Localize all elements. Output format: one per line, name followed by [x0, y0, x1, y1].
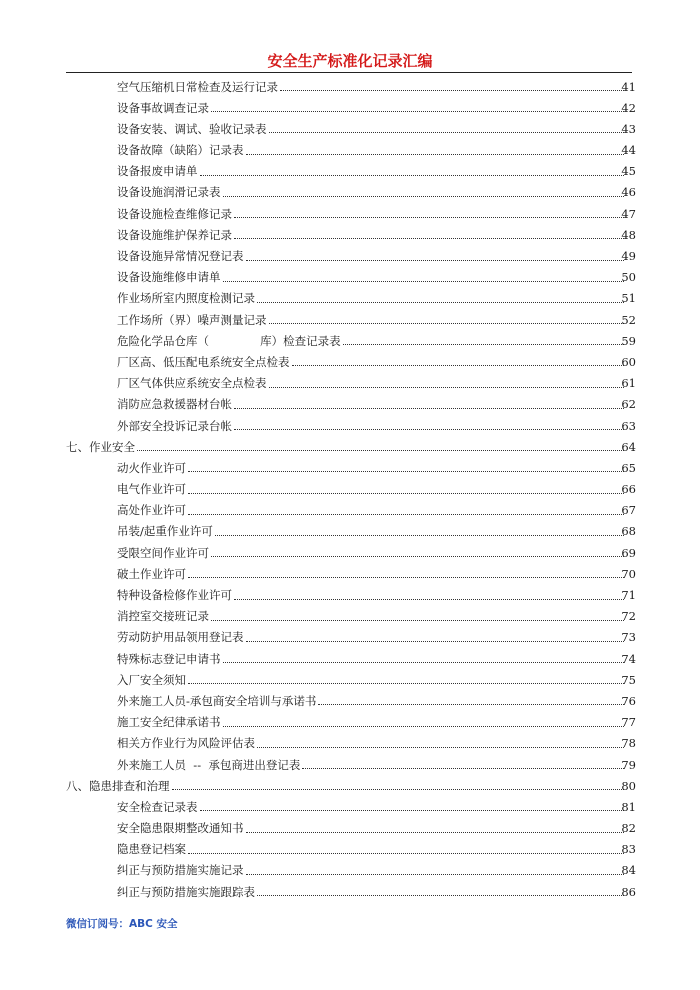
dot-leader	[234, 408, 624, 409]
dot-leader	[269, 387, 625, 388]
dot-leader	[269, 323, 625, 324]
toc-entry-leader	[117, 733, 624, 754]
toc-page-number: 41	[621, 79, 636, 94]
dot-leader	[302, 768, 624, 769]
toc-entry[interactable]	[0, 224, 700, 245]
toc-page-number: 81	[621, 799, 636, 814]
toc-page-number: 73	[621, 630, 636, 645]
toc-page-number: 64	[621, 439, 636, 454]
toc-entry-title: 七、作业安全	[66, 439, 135, 454]
dot-leader	[172, 789, 625, 790]
toc-entry-title: 吊装/起重作业许可	[117, 524, 213, 539]
toc-entry[interactable]	[0, 309, 700, 330]
toc-entry-leader	[117, 648, 624, 669]
toc-page-number: 71	[621, 588, 636, 602]
toc-entry-title: 设备设施异常情况登记表	[117, 249, 244, 263]
dot-leader	[188, 471, 624, 472]
toc-entry-leader	[117, 542, 624, 563]
toc-page-number: 80	[621, 778, 636, 793]
toc-entry[interactable]	[0, 500, 700, 521]
toc-page-number: 79	[621, 757, 636, 772]
dot-leader	[246, 832, 625, 833]
toc-entry-leader	[117, 839, 624, 860]
toc-entry-leader	[117, 373, 624, 394]
toc-entry[interactable]	[0, 521, 700, 542]
dot-leader	[257, 747, 624, 748]
toc-entry-title: 受限空间作业许可	[117, 545, 209, 560]
toc-entry-leader	[117, 669, 624, 690]
toc-page-number: 86	[621, 884, 636, 899]
toc-entry-title: 安全隐患限期整改通知书	[117, 821, 244, 836]
toc-entry-leader	[117, 818, 624, 839]
toc-entry-title: 危险化学品仓库（ 库）检查记录表	[117, 333, 341, 348]
toc-entry[interactable]	[0, 76, 700, 97]
toc-entry-title: 入厂安全须知	[117, 672, 186, 687]
toc-page-number: 83	[621, 842, 636, 857]
toc-entry-title: 特殊标志登记申请书	[117, 651, 221, 666]
dot-leader	[188, 514, 624, 515]
toc-page-number: 43	[621, 121, 636, 136]
toc-entry-leader	[66, 775, 624, 796]
dot-leader	[223, 662, 625, 663]
toc-entry-leader	[117, 563, 624, 584]
toc-entry[interactable]	[0, 648, 700, 669]
toc-entry[interactable]	[0, 881, 700, 902]
toc-entry-title: 工作场所（界）噪声测量记录	[117, 312, 267, 327]
toc-entry[interactable]	[0, 796, 700, 817]
dot-leader	[211, 620, 624, 621]
toc-entry-leader	[117, 288, 624, 309]
toc-entry-leader	[117, 881, 624, 902]
dot-leader	[215, 535, 624, 536]
toc-entry-title: 设备设施检查维修记录	[117, 206, 232, 221]
dot-leader	[223, 281, 625, 282]
dot-leader	[234, 238, 624, 239]
toc-page-number: 68	[621, 524, 636, 539]
toc-page-number: 76	[621, 693, 636, 708]
toc-entry-leader	[117, 182, 624, 203]
toc-section-heading[interactable]	[0, 436, 700, 457]
toc-entry[interactable]	[0, 563, 700, 584]
toc-page-number: 69	[621, 545, 636, 560]
toc-entry-leader	[117, 309, 624, 330]
toc-entry-leader	[117, 267, 624, 288]
toc-entry-leader	[117, 690, 624, 711]
toc-entry[interactable]	[0, 606, 700, 627]
toc-entry-leader	[117, 140, 624, 161]
toc-page-number: 74	[621, 651, 636, 666]
toc-entry-leader	[117, 351, 624, 372]
toc-entry-title: 设备安装、调试、验收记录表	[117, 121, 267, 136]
toc-entry-title: 破土作业许可	[117, 566, 186, 581]
dot-leader	[200, 175, 625, 176]
toc-entry[interactable]	[0, 182, 700, 203]
toc-entry-title: 特种设备检修作业许可	[117, 588, 232, 602]
dot-leader	[246, 260, 625, 261]
toc-page-number: 70	[621, 566, 636, 581]
toc-entry-leader	[117, 860, 624, 881]
toc-page-number: 45	[621, 164, 636, 179]
dot-leader	[223, 196, 625, 197]
toc-page-number: 84	[621, 863, 636, 878]
toc-page-number: 66	[621, 482, 636, 497]
toc-page-number: 77	[621, 715, 636, 730]
toc-entry[interactable]	[0, 627, 700, 648]
dot-leader	[269, 132, 625, 133]
toc-entry-title: 外来施工人员 -- 承包商进出登记表	[117, 757, 301, 772]
toc-page-number: 50	[621, 270, 636, 285]
toc-entry-title: 消控室交接班记录	[117, 609, 209, 624]
dot-leader	[188, 853, 624, 854]
toc-entry-title: 八、隐患排查和治理	[66, 778, 170, 793]
toc-entry-title: 设备报废申请单	[117, 164, 198, 179]
toc-entry-title: 作业场所室内照度检测记录	[117, 291, 255, 306]
toc-entry[interactable]	[0, 394, 700, 415]
toc-entry-title: 厂区气体供应系统安全点检表	[117, 376, 267, 391]
toc-entry-title: 安全检查记录表	[117, 799, 198, 814]
toc-page-number: 51	[621, 291, 636, 306]
toc-entry[interactable]	[0, 415, 700, 436]
dot-leader	[234, 217, 624, 218]
toc-entry[interactable]	[0, 733, 700, 754]
toc-entry-leader	[117, 415, 624, 436]
toc-entry[interactable]	[0, 97, 700, 118]
toc-page-number: 47	[621, 206, 636, 221]
toc-section-heading[interactable]	[0, 775, 700, 796]
toc-page-number: 63	[621, 418, 636, 433]
toc-entry[interactable]	[0, 351, 700, 372]
toc-page-number: 49	[621, 249, 636, 263]
toc-page-number: 72	[621, 609, 636, 624]
toc-page-number: 60	[621, 354, 636, 369]
toc-entry-leader	[117, 796, 624, 817]
toc-entry[interactable]	[0, 457, 700, 478]
toc-entry-title: 相关方作业行为风险评估表	[117, 736, 255, 751]
dot-leader	[223, 726, 625, 727]
dot-leader	[234, 599, 624, 600]
table-of-contents	[0, 76, 700, 902]
toc-entry-leader	[117, 330, 624, 351]
toc-entry-leader	[117, 224, 624, 245]
dot-leader	[234, 429, 624, 430]
dot-leader	[188, 683, 624, 684]
toc-entry-leader	[117, 76, 624, 97]
dot-leader	[246, 154, 625, 155]
toc-entry[interactable]	[0, 818, 700, 839]
toc-entry-leader	[117, 585, 624, 606]
toc-entry-title: 施工安全纪律承诺书	[117, 715, 221, 730]
toc-entry-title: 设备设施润滑记录表	[117, 185, 221, 200]
toc-entry-title: 厂区高、低压配电系统安全点检表	[117, 354, 290, 369]
toc-entry[interactable]	[0, 118, 700, 139]
toc-page-number: 42	[621, 100, 636, 115]
toc-entry-leader	[117, 203, 624, 224]
toc-entry[interactable]	[0, 161, 700, 182]
document-title: 安全生产标准化记录汇编	[267, 52, 433, 70]
toc-page-number: 65	[621, 460, 636, 475]
toc-entry-title: 设备设施维护保养记录	[117, 227, 232, 242]
toc-entry-title: 空气压缩机日常检查及运行记录	[117, 79, 278, 94]
toc-page-number: 52	[621, 312, 636, 327]
toc-page-number: 48	[621, 227, 636, 242]
toc-entry-leader	[117, 754, 624, 775]
dot-leader	[200, 810, 625, 811]
toc-entry-title: 设备设施维修申请单	[117, 270, 221, 285]
toc-page-number: 61	[621, 376, 636, 391]
dot-leader	[211, 556, 624, 557]
toc-page-number: 62	[621, 397, 636, 412]
toc-entry-title: 外部安全投诉记录台帐	[117, 418, 232, 433]
toc-entry-title: 隐患登记档案	[117, 842, 186, 857]
toc-entry-leader	[117, 394, 624, 415]
dot-leader	[292, 365, 625, 366]
dot-leader	[137, 450, 624, 451]
toc-entry-leader	[117, 521, 624, 542]
toc-entry[interactable]	[0, 479, 700, 500]
toc-page-number: 78	[621, 736, 636, 751]
toc-entry[interactable]	[0, 542, 700, 563]
toc-entry-leader	[117, 97, 624, 118]
toc-entry-title: 消防应急救援器材台帐	[117, 397, 232, 412]
toc-entry[interactable]	[0, 288, 700, 309]
toc-entry-leader	[117, 479, 624, 500]
toc-entry-leader	[117, 457, 624, 478]
toc-entry[interactable]	[0, 712, 700, 733]
dot-leader	[188, 577, 624, 578]
toc-entry[interactable]	[0, 690, 700, 711]
toc-entry-title: 设备故障（缺陷）记录表	[117, 143, 244, 158]
dot-leader	[246, 874, 625, 875]
toc-entry-title: 设备事故调查记录	[117, 100, 209, 115]
toc-page-number: 44	[621, 143, 636, 158]
toc-entry[interactable]	[0, 203, 700, 224]
toc-entry[interactable]	[0, 754, 700, 775]
dot-leader	[343, 344, 624, 345]
header-divider	[66, 72, 632, 73]
toc-entry-leader	[66, 436, 624, 457]
dot-leader	[211, 111, 624, 112]
dot-leader	[188, 493, 624, 494]
toc-page-number: 82	[621, 821, 636, 836]
toc-entry-title: 纠正与预防措施实施跟踪表	[117, 884, 255, 899]
toc-page-number: 67	[621, 503, 636, 518]
toc-entry-title: 高处作业许可	[117, 503, 186, 518]
toc-entry-leader	[117, 161, 624, 182]
toc-entry[interactable]	[0, 330, 700, 351]
toc-entry[interactable]	[0, 373, 700, 394]
toc-entry-leader	[117, 246, 624, 267]
toc-entry-leader	[117, 500, 624, 521]
toc-entry-title: 电气作业许可	[117, 482, 186, 497]
toc-entry[interactable]	[0, 140, 700, 161]
toc-entry[interactable]	[0, 839, 700, 860]
toc-entry[interactable]	[0, 669, 700, 690]
toc-entry-title: 外来施工人员-承包商安全培训与承诺书	[117, 693, 317, 708]
footer-wechat: 微信订阅号：ABC 安全	[66, 918, 178, 930]
toc-entry-leader	[117, 627, 624, 648]
dot-leader	[257, 895, 624, 896]
dot-leader	[318, 704, 624, 705]
dot-leader	[246, 641, 625, 642]
toc-entry-leader	[117, 606, 624, 627]
toc-entry[interactable]	[0, 267, 700, 288]
toc-page-number: 75	[621, 672, 636, 687]
toc-page-number: 59	[621, 333, 636, 348]
toc-entry[interactable]	[0, 246, 700, 267]
toc-entry[interactable]	[0, 860, 700, 881]
dot-leader	[257, 302, 624, 303]
toc-entry-title: 纠正与预防措施实施记录	[117, 863, 244, 878]
toc-entry-leader	[117, 712, 624, 733]
toc-entry-title: 劳动防护用品领用登记表	[117, 630, 244, 645]
toc-entry-title: 动火作业许可	[117, 460, 186, 475]
toc-entry-leader	[117, 118, 624, 139]
dot-leader	[280, 90, 624, 91]
toc-page-number: 46	[621, 185, 636, 200]
toc-entry[interactable]	[0, 585, 700, 606]
